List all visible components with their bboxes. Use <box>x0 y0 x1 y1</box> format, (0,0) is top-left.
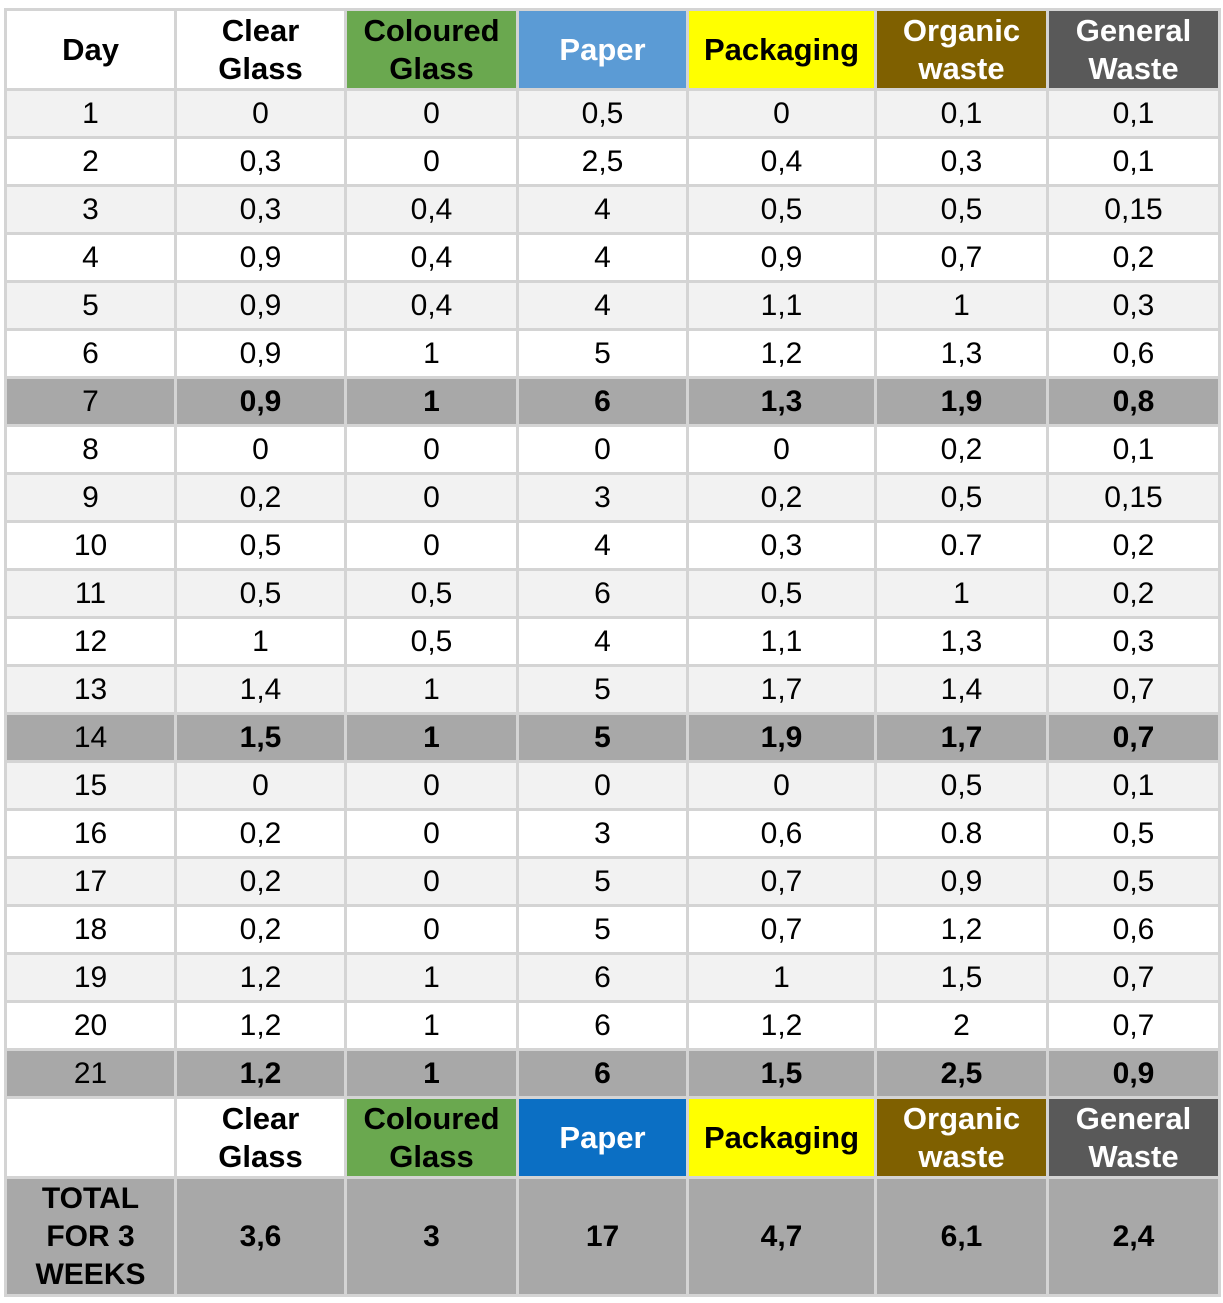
table-row <box>6 810 1220 858</box>
cell-coloured-glass: 0 <box>346 138 518 186</box>
cell-general-waste: 0,5 <box>1048 858 1220 906</box>
cell-paper: 4 <box>518 522 688 570</box>
cell-coloured-glass: 0,4 <box>346 282 518 330</box>
cell-day: 12 <box>6 618 176 666</box>
table-row <box>6 522 1220 570</box>
cell-packaging: 0,9 <box>688 234 876 282</box>
table-row <box>6 426 1220 474</box>
table-row <box>6 1050 1220 1098</box>
cell-packaging: 1,7 <box>688 666 876 714</box>
cell-packaging: 1,1 <box>688 618 876 666</box>
cell-general-waste: 0,7 <box>1048 666 1220 714</box>
cell-packaging: 0,7 <box>688 858 876 906</box>
cell-clear-glass: 0,9 <box>176 330 346 378</box>
cell-coloured-glass: 1 <box>346 954 518 1002</box>
cell-clear-glass: 0,9 <box>176 378 346 426</box>
cell-day: 18 <box>6 906 176 954</box>
cell-paper: 3 <box>518 810 688 858</box>
table-row <box>6 666 1220 714</box>
cell-clear-glass: 0,5 <box>176 570 346 618</box>
header-row <box>6 10 1220 90</box>
cell-coloured-glass: 0,4 <box>346 234 518 282</box>
cell-paper: 5 <box>518 330 688 378</box>
cell-general-waste: 0,1 <box>1048 90 1220 138</box>
cell-general-waste: 0,9 <box>1048 1050 1220 1098</box>
total-paper: 17 <box>518 1178 688 1296</box>
cell-paper: 6 <box>518 954 688 1002</box>
table-row <box>6 90 1220 138</box>
cell-organic-waste: 1 <box>876 282 1048 330</box>
cell-day: 15 <box>6 762 176 810</box>
total-label <box>6 1178 176 1296</box>
cell-paper: 2,5 <box>518 138 688 186</box>
table-row <box>6 138 1220 186</box>
footer-header-paper: Paper <box>518 1098 688 1178</box>
cell-coloured-glass: 0,5 <box>346 618 518 666</box>
table-row <box>6 714 1220 762</box>
cell-packaging: 0 <box>688 762 876 810</box>
footer-header-coloured-glass: Coloured Glass <box>346 1098 518 1178</box>
cell-packaging: 0,3 <box>688 522 876 570</box>
cell-paper: 6 <box>518 1002 688 1050</box>
cell-clear-glass: 0,5 <box>176 522 346 570</box>
cell-day: 10 <box>6 522 176 570</box>
cell-organic-waste: 1,5 <box>876 954 1048 1002</box>
cell-day: 21 <box>6 1050 176 1098</box>
cell-clear-glass: 0,3 <box>176 138 346 186</box>
total-organic-waste: 6,1 <box>876 1178 1048 1296</box>
table-row <box>6 186 1220 234</box>
cell-general-waste: 0,3 <box>1048 618 1220 666</box>
cell-clear-glass: 0,2 <box>176 810 346 858</box>
cell-paper: 0,5 <box>518 90 688 138</box>
cell-general-waste: 0,1 <box>1048 138 1220 186</box>
footer-header-blank <box>6 1098 176 1178</box>
cell-general-waste: 0,2 <box>1048 570 1220 618</box>
header-clear-glass: Clear Glass <box>176 10 346 90</box>
cell-clear-glass: 0 <box>176 762 346 810</box>
header-coloured-glass: Coloured Glass <box>346 10 518 90</box>
cell-clear-glass: 0 <box>176 90 346 138</box>
cell-clear-glass: 1,2 <box>176 1050 346 1098</box>
cell-paper: 4 <box>518 282 688 330</box>
cell-organic-waste: 1,4 <box>876 666 1048 714</box>
cell-coloured-glass: 0 <box>346 474 518 522</box>
cell-organic-waste: 0,1 <box>876 90 1048 138</box>
cell-day: 6 <box>6 330 176 378</box>
cell-organic-waste: 1,7 <box>876 714 1048 762</box>
cell-general-waste: 0,8 <box>1048 378 1220 426</box>
cell-packaging: 1,3 <box>688 378 876 426</box>
cell-organic-waste: 1,9 <box>876 378 1048 426</box>
header-paper: Paper <box>518 10 688 90</box>
cell-paper: 0 <box>518 426 688 474</box>
cell-day: 9 <box>6 474 176 522</box>
cell-paper: 5 <box>518 666 688 714</box>
footer-header-organic-waste: Organic waste <box>876 1098 1048 1178</box>
cell-clear-glass: 1 <box>176 618 346 666</box>
footer-header-packaging: Packaging <box>688 1098 876 1178</box>
cell-general-waste: 0,7 <box>1048 1002 1220 1050</box>
table-row <box>6 282 1220 330</box>
cell-coloured-glass: 1 <box>346 1002 518 1050</box>
cell-coloured-glass: 0 <box>346 90 518 138</box>
cell-general-waste: 0,7 <box>1048 954 1220 1002</box>
cell-paper: 6 <box>518 1050 688 1098</box>
cell-organic-waste: 0,5 <box>876 474 1048 522</box>
table-row <box>6 906 1220 954</box>
cell-day: 20 <box>6 1002 176 1050</box>
cell-organic-waste: 2,5 <box>876 1050 1048 1098</box>
cell-day: 4 <box>6 234 176 282</box>
total-packaging: 4,7 <box>688 1178 876 1296</box>
cell-paper: 4 <box>518 618 688 666</box>
table-body <box>6 90 1220 1098</box>
cell-coloured-glass: 0 <box>346 906 518 954</box>
cell-packaging: 0,5 <box>688 570 876 618</box>
total-row <box>6 1178 1220 1296</box>
table-row <box>6 762 1220 810</box>
cell-coloured-glass: 0,4 <box>346 186 518 234</box>
cell-organic-waste: 0,7 <box>876 234 1048 282</box>
cell-clear-glass: 1,2 <box>176 954 346 1002</box>
cell-clear-glass: 0,3 <box>176 186 346 234</box>
table-row <box>6 1002 1220 1050</box>
cell-paper: 6 <box>518 378 688 426</box>
cell-organic-waste: 2 <box>876 1002 1048 1050</box>
cell-general-waste: 0,2 <box>1048 234 1220 282</box>
header-general-waste: General Waste <box>1048 10 1220 90</box>
cell-general-waste: 0,2 <box>1048 522 1220 570</box>
header-organic-waste: Organic waste <box>876 10 1048 90</box>
cell-clear-glass: 0 <box>176 426 346 474</box>
header-packaging: Packaging <box>688 10 876 90</box>
cell-coloured-glass: 0 <box>346 522 518 570</box>
cell-clear-glass: 1,5 <box>176 714 346 762</box>
cell-clear-glass: 0,2 <box>176 474 346 522</box>
cell-general-waste: 0,6 <box>1048 330 1220 378</box>
cell-paper: 5 <box>518 906 688 954</box>
total-general-waste: 2,4 <box>1048 1178 1220 1296</box>
cell-general-waste: 0,1 <box>1048 426 1220 474</box>
table-row <box>6 618 1220 666</box>
cell-paper: 4 <box>518 186 688 234</box>
table-row <box>6 954 1220 1002</box>
cell-coloured-glass: 0 <box>346 810 518 858</box>
waste-table <box>4 8 1221 1297</box>
cell-coloured-glass: 1 <box>346 330 518 378</box>
cell-general-waste: 0,1 <box>1048 762 1220 810</box>
cell-coloured-glass: 1 <box>346 666 518 714</box>
cell-coloured-glass: 0 <box>346 426 518 474</box>
cell-clear-glass: 0,2 <box>176 906 346 954</box>
cell-clear-glass: 1,4 <box>176 666 346 714</box>
cell-packaging: 0,5 <box>688 186 876 234</box>
cell-packaging: 1,2 <box>688 330 876 378</box>
table-row <box>6 378 1220 426</box>
cell-organic-waste: 0,3 <box>876 138 1048 186</box>
cell-packaging: 1,2 <box>688 1002 876 1050</box>
cell-packaging: 0 <box>688 426 876 474</box>
cell-day: 7 <box>6 378 176 426</box>
cell-coloured-glass: 1 <box>346 714 518 762</box>
cell-paper: 4 <box>518 234 688 282</box>
cell-clear-glass: 0,9 <box>176 282 346 330</box>
cell-clear-glass: 0,9 <box>176 234 346 282</box>
cell-paper: 6 <box>518 570 688 618</box>
cell-organic-waste: 0.8 <box>876 810 1048 858</box>
cell-day: 13 <box>6 666 176 714</box>
cell-general-waste: 0,7 <box>1048 714 1220 762</box>
cell-general-waste: 0,5 <box>1048 810 1220 858</box>
header-day: Day <box>6 10 176 90</box>
cell-clear-glass: 0,2 <box>176 858 346 906</box>
cell-day: 1 <box>6 90 176 138</box>
cell-organic-waste: 1 <box>876 570 1048 618</box>
cell-organic-waste: 1,3 <box>876 330 1048 378</box>
table-row <box>6 570 1220 618</box>
cell-organic-waste: 1,2 <box>876 906 1048 954</box>
cell-coloured-glass: 1 <box>346 378 518 426</box>
cell-packaging: 1,9 <box>688 714 876 762</box>
cell-coloured-glass: 0 <box>346 858 518 906</box>
cell-organic-waste: 0,5 <box>876 762 1048 810</box>
footer-header-general-waste: General Waste <box>1048 1098 1220 1178</box>
total-clear-glass: 3,6 <box>176 1178 346 1296</box>
cell-packaging: 0,2 <box>688 474 876 522</box>
cell-organic-waste: 0.7 <box>876 522 1048 570</box>
cell-day: 16 <box>6 810 176 858</box>
cell-paper: 3 <box>518 474 688 522</box>
cell-organic-waste: 0,2 <box>876 426 1048 474</box>
cell-clear-glass: 1,2 <box>176 1002 346 1050</box>
cell-general-waste: 0,3 <box>1048 282 1220 330</box>
table-row <box>6 330 1220 378</box>
table-row <box>6 474 1220 522</box>
cell-day: 19 <box>6 954 176 1002</box>
cell-packaging: 1,1 <box>688 282 876 330</box>
cell-organic-waste: 0,5 <box>876 186 1048 234</box>
total-label-text: TOTAL FOR 3 WEEKS <box>35 1181 146 1291</box>
cell-general-waste: 0,15 <box>1048 474 1220 522</box>
waste-table-wrapper <box>4 8 1221 1297</box>
cell-paper: 5 <box>518 858 688 906</box>
cell-coloured-glass: 1 <box>346 1050 518 1098</box>
cell-packaging: 0 <box>688 90 876 138</box>
cell-coloured-glass: 0,5 <box>346 570 518 618</box>
total-coloured-glass: 3 <box>346 1178 518 1296</box>
cell-coloured-glass: 0 <box>346 762 518 810</box>
cell-organic-waste: 0,9 <box>876 858 1048 906</box>
cell-packaging: 0,4 <box>688 138 876 186</box>
cell-paper: 0 <box>518 762 688 810</box>
cell-packaging: 0,7 <box>688 906 876 954</box>
cell-day: 17 <box>6 858 176 906</box>
cell-packaging: 1 <box>688 954 876 1002</box>
cell-packaging: 0,6 <box>688 810 876 858</box>
cell-day: 2 <box>6 138 176 186</box>
footer-header-clear-glass: Clear Glass <box>176 1098 346 1178</box>
cell-day: 14 <box>6 714 176 762</box>
cell-packaging: 1,5 <box>688 1050 876 1098</box>
cell-general-waste: 0,15 <box>1048 186 1220 234</box>
table-row <box>6 234 1220 282</box>
cell-day: 11 <box>6 570 176 618</box>
cell-general-waste: 0,6 <box>1048 906 1220 954</box>
cell-organic-waste: 1,3 <box>876 618 1048 666</box>
footer-header-row <box>6 1098 1220 1178</box>
cell-day: 8 <box>6 426 176 474</box>
table-row <box>6 858 1220 906</box>
cell-day: 5 <box>6 282 176 330</box>
cell-day: 3 <box>6 186 176 234</box>
cell-paper: 5 <box>518 714 688 762</box>
